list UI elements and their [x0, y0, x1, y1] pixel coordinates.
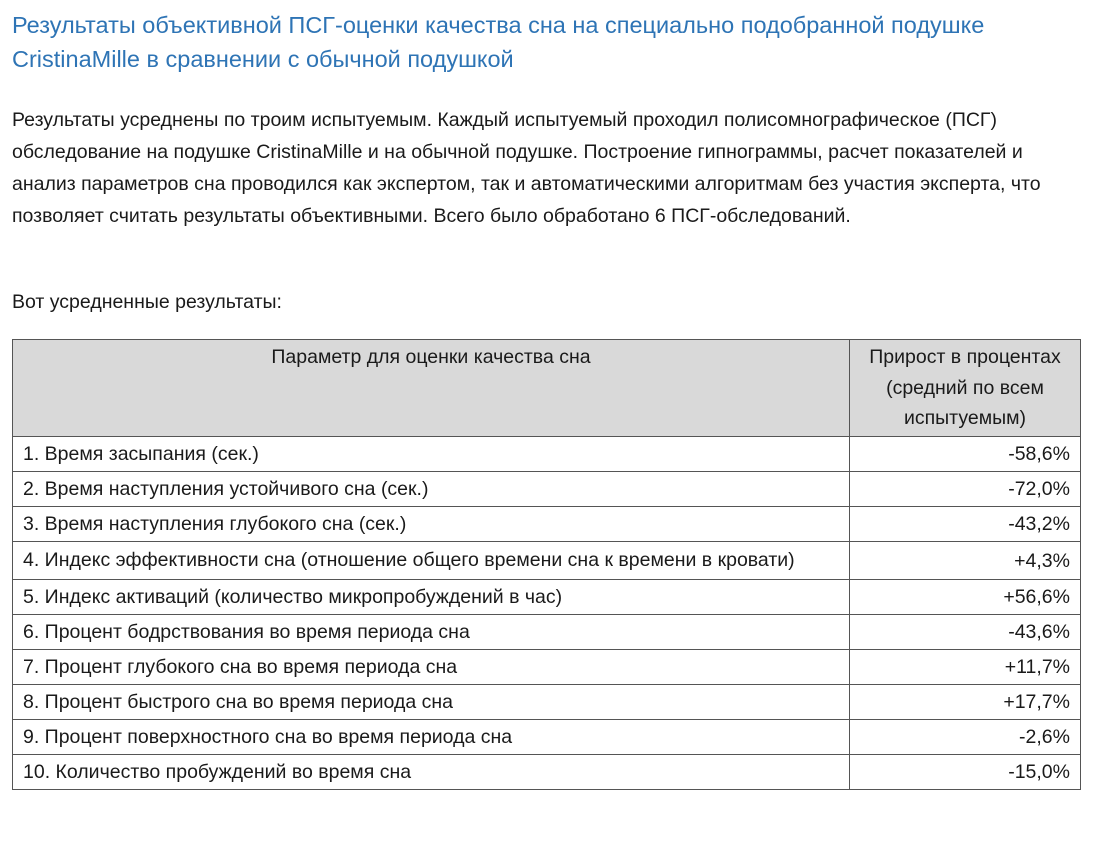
- row-parameter: 6. Процент бодрствования во время периода сна: [13, 614, 850, 649]
- row-gain: +17,7%: [850, 684, 1081, 719]
- row-parameter: 4. Индекс эффективности сна (отношение общего времени сна к времени в кровати): [13, 541, 850, 579]
- row-parameter: 1. Время засыпания (сек.): [13, 436, 850, 471]
- row-gain: +4,3%: [850, 541, 1081, 579]
- page-title: Результаты объективной ПСГ-оценки качества сна на специально подобранной подушке CristinaMille в сравнении с обычной подушкой: [12, 12, 985, 72]
- header-gain: Прирост в процентах (средний по всем испытуемым): [850, 340, 1081, 437]
- row-gain: +56,6%: [850, 579, 1081, 614]
- table-row: [13, 684, 1081, 719]
- table-row: [13, 541, 1081, 579]
- table-row: [13, 471, 1081, 506]
- results-table: [12, 339, 1081, 790]
- row-parameter: 7. Процент глубокого сна во время периода сна: [13, 649, 850, 684]
- row-parameter: 9. Процент поверхностного сна во время периода сна: [13, 719, 850, 754]
- intro-paragraph: Результаты усреднены по троим испытуемым. Каждый испытуемый проходил полисомнографическое (ПСГ) обследование на подушке CristinaMille и на обычной подушке. Построение гипнограммы, расчет показателей и анализ параметров сна проводился как экспертом, так и автоматическими алгоритмам без участия эксперта, что позволяет считать результаты объективными. Всего было обработано 6 ПСГ-обследований.: [12, 109, 1041, 227]
- row-gain: -72,0%: [850, 471, 1081, 506]
- row-gain: -15,0%: [850, 754, 1081, 789]
- table-row: [13, 719, 1081, 754]
- row-parameter: 2. Время наступления устойчивого сна (сек.): [13, 471, 850, 506]
- row-gain: -43,2%: [850, 506, 1081, 541]
- results-lead-text: Вот усредненные результаты:: [12, 291, 282, 313]
- table-row: [13, 579, 1081, 614]
- row-gain: +11,7%: [850, 649, 1081, 684]
- row-parameter: 3. Время наступления глубокого сна (сек.): [13, 506, 850, 541]
- row-parameter: 8. Процент быстрого сна во время периода сна: [13, 684, 850, 719]
- table-row: [13, 436, 1081, 471]
- header-parameter: Параметр для оценки качества сна: [13, 340, 850, 437]
- table-row: [13, 754, 1081, 789]
- table-header-row: [13, 340, 1081, 437]
- table-row: [13, 649, 1081, 684]
- row-gain: -58,6%: [850, 436, 1081, 471]
- row-gain: -2,6%: [850, 719, 1081, 754]
- row-gain: -43,6%: [850, 614, 1081, 649]
- row-parameter: 10. Количество пробуждений во время сна: [13, 754, 850, 789]
- row-parameter: 5. Индекс активаций (количество микропробуждений в час): [13, 579, 850, 614]
- table-row: [13, 506, 1081, 541]
- table-row: [13, 614, 1081, 649]
